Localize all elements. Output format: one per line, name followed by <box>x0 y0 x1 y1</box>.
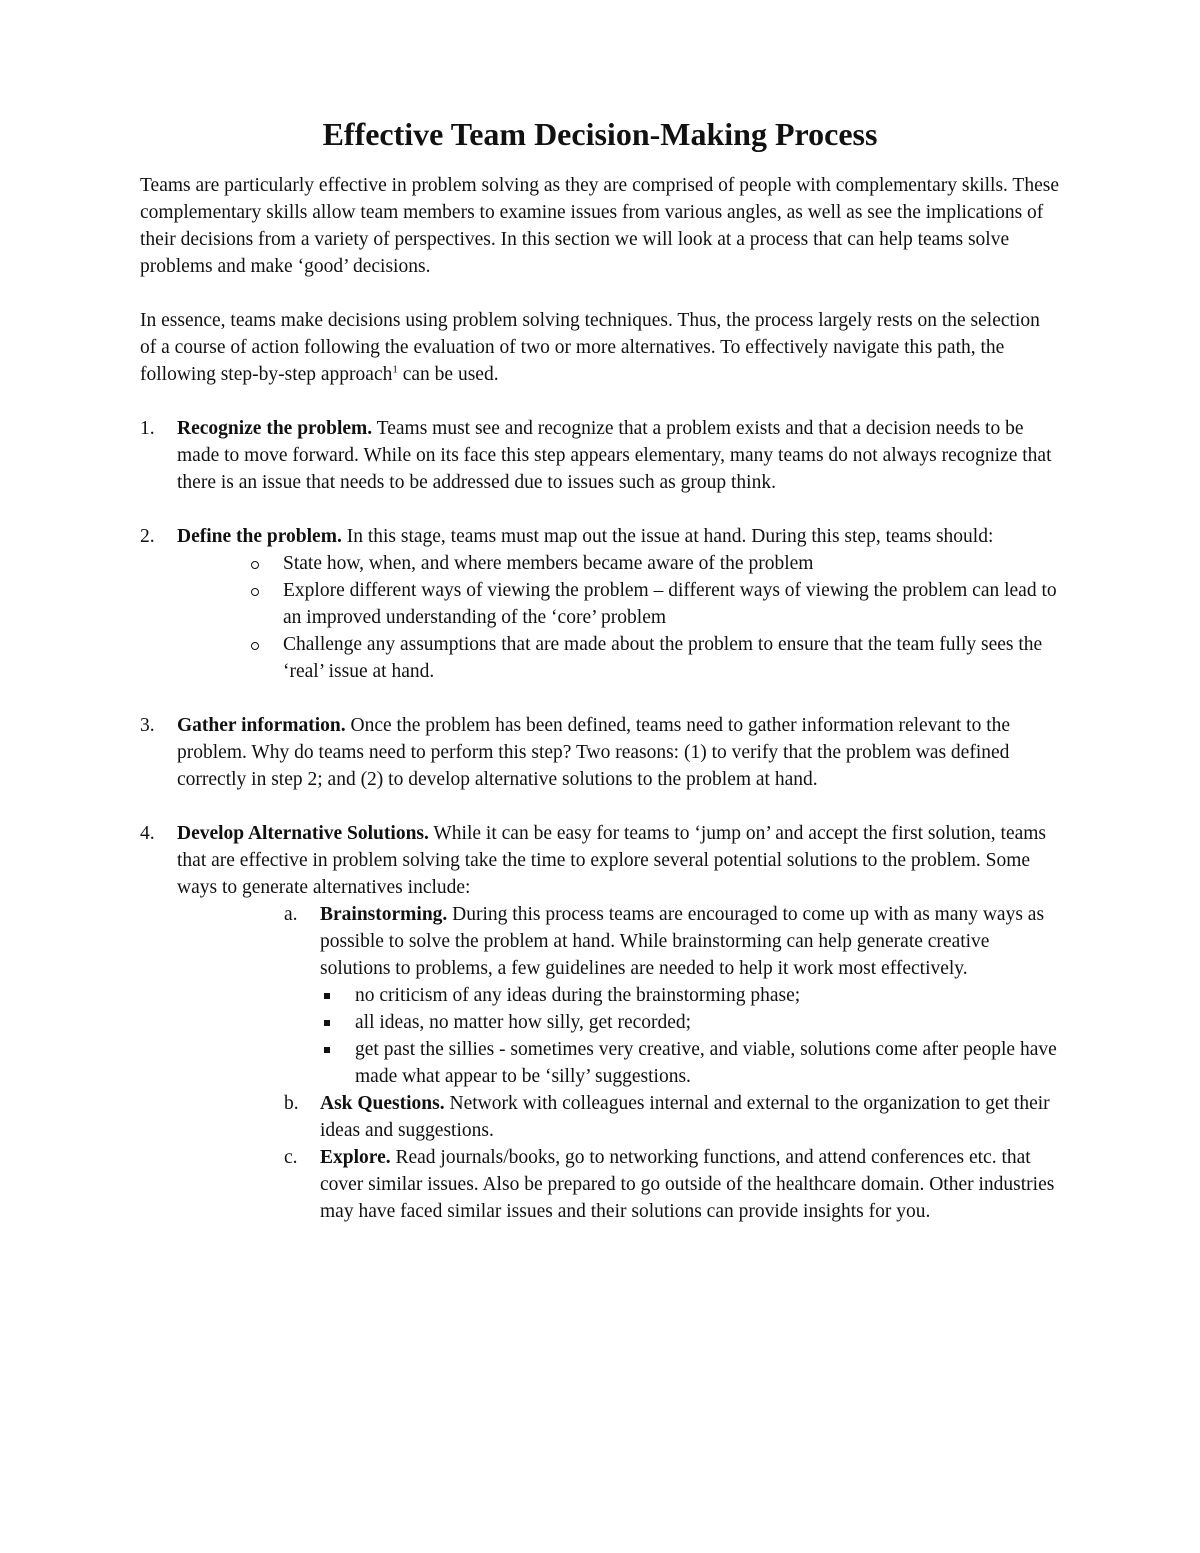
step-number: 4. <box>140 823 155 844</box>
subitem-text: Network with colleagues internal and external to the organization to get their ideas and suggestions. <box>320 1093 1050 1141</box>
list-item-text: no criticism of any ideas during the brainstorming phase; <box>355 985 801 1006</box>
step-item-2 <box>140 523 1060 685</box>
subitem-letter: c. <box>284 1147 298 1168</box>
step-item-4 <box>140 820 1060 1225</box>
step-4-sublist <box>177 901 1060 1225</box>
step-heading: Develop Alternative Solutions. <box>177 823 429 844</box>
steps-list <box>140 415 1060 1225</box>
circle-bullet-icon <box>251 561 259 569</box>
step-heading: Recognize the problem. <box>177 418 373 439</box>
intro-paragraph-2-text: In essence, teams make decisions using problem solving techniques. Thus, the process largely rests on the selection of a course of action following the evaluation of two or more alternatives. To effectively navigate this path, the following step-by-step approach <box>140 310 1040 385</box>
step-2-bullet-list <box>177 550 1060 685</box>
list-item-text: Explore different ways of viewing the problem – different ways of viewing the problem can lead to an improved understanding of the ‘core’ problem <box>283 580 1057 628</box>
footnote-reference: 1 <box>392 363 398 376</box>
subitem-heading: Ask Questions. <box>320 1093 445 1114</box>
page-title: Effective Team Decision-Making Process <box>322 116 878 152</box>
intro-paragraph-2-end: can be used. <box>397 364 499 385</box>
list-item-text: all ideas, no matter how silly, get recorded; <box>355 1012 692 1033</box>
step-heading: Gather information. <box>177 715 346 736</box>
subitem-a <box>284 901 1060 1090</box>
list-item-text: State how, when, and where members became aware of the problem <box>283 553 814 574</box>
step-number: 2. <box>140 526 155 547</box>
list-item <box>320 982 1060 1009</box>
circle-bullet-icon <box>251 642 259 650</box>
intro-paragraph-2 <box>140 307 1060 388</box>
list-item-text: Challenge any assumptions that are made about the problem to ensure that the team fully sees the ‘real’ issue at hand. <box>283 634 1043 682</box>
square-bullet-icon <box>324 993 330 999</box>
subitem-c <box>284 1144 1060 1225</box>
subitem-text: During this process teams are encouraged to come up with as many ways as possible to solve the problem at hand. While brainstorming can help generate creative solutions to problems, a few guidelines are needed to help it work most effectively. <box>320 904 1045 979</box>
subitem-text: Read journals/books, go to networking functions, and attend conferences etc. that cover similar issues. Also be prepared to go outside of the healthcare domain. Other industries may have faced similar issues and their solutions can provide insights for you. <box>320 1147 1055 1222</box>
step-text: While it can be easy for teams to ‘jump on’ and accept the first solution, teams that are effective in problem solving take the time to explore several potential solutions to the problem. Some ways to generate alternatives include: <box>177 823 1047 898</box>
step-item-1 <box>140 415 1060 496</box>
subitem-letter: b. <box>284 1093 299 1114</box>
brainstorming-guidelines-list <box>320 982 1060 1090</box>
list-item <box>247 550 1060 577</box>
square-bullet-icon <box>324 1020 330 1026</box>
step-number: 1. <box>140 418 155 439</box>
step-text: Teams must see and recognize that a problem exists and that a decision needs to be made to move forward. While on its face this step appears elementary, many teams do not always recognize that there is an issue that needs to be addressed due to issues such as group think. <box>177 418 1052 493</box>
step-item-3 <box>140 712 1060 793</box>
step-text: In this stage, teams must map out the issue at hand. During this step, teams should: <box>341 526 994 547</box>
list-item <box>247 631 1060 685</box>
subitem-letter: a. <box>284 904 298 925</box>
square-bullet-icon <box>324 1047 330 1053</box>
step-text: Once the problem has been defined, teams need to gather information relevant to the problem. Why do teams need to perform this step? Two reasons: (1) to verify that the problem was defined correctly in step 2; and (2) to develop alternative solutions to the problem at hand. <box>177 715 1011 790</box>
step-heading: Define the problem. <box>177 526 342 547</box>
list-item <box>320 1009 1060 1036</box>
subitem-heading: Brainstorming. <box>320 904 448 925</box>
step-number: 3. <box>140 715 155 736</box>
subitem-b <box>284 1090 1060 1144</box>
list-item <box>320 1036 1060 1090</box>
subitem-heading: Explore. <box>320 1147 391 1168</box>
intro-paragraph-1: Teams are particularly effective in problem solving as they are comprised of people with complementary skills. These complementary skills allow team members to examine issues from various angles, as well as see the implications of their decisions from a variety of perspectives. In this section we will look at a process that can help teams solve problems and make ‘good’ decisions. <box>140 175 1059 277</box>
circle-bullet-icon <box>251 588 259 596</box>
list-item <box>247 577 1060 631</box>
list-item-text: get past the sillies - sometimes very creative, and viable, solutions come after people have made what appear to be ‘silly’ suggestions. <box>355 1039 1057 1087</box>
